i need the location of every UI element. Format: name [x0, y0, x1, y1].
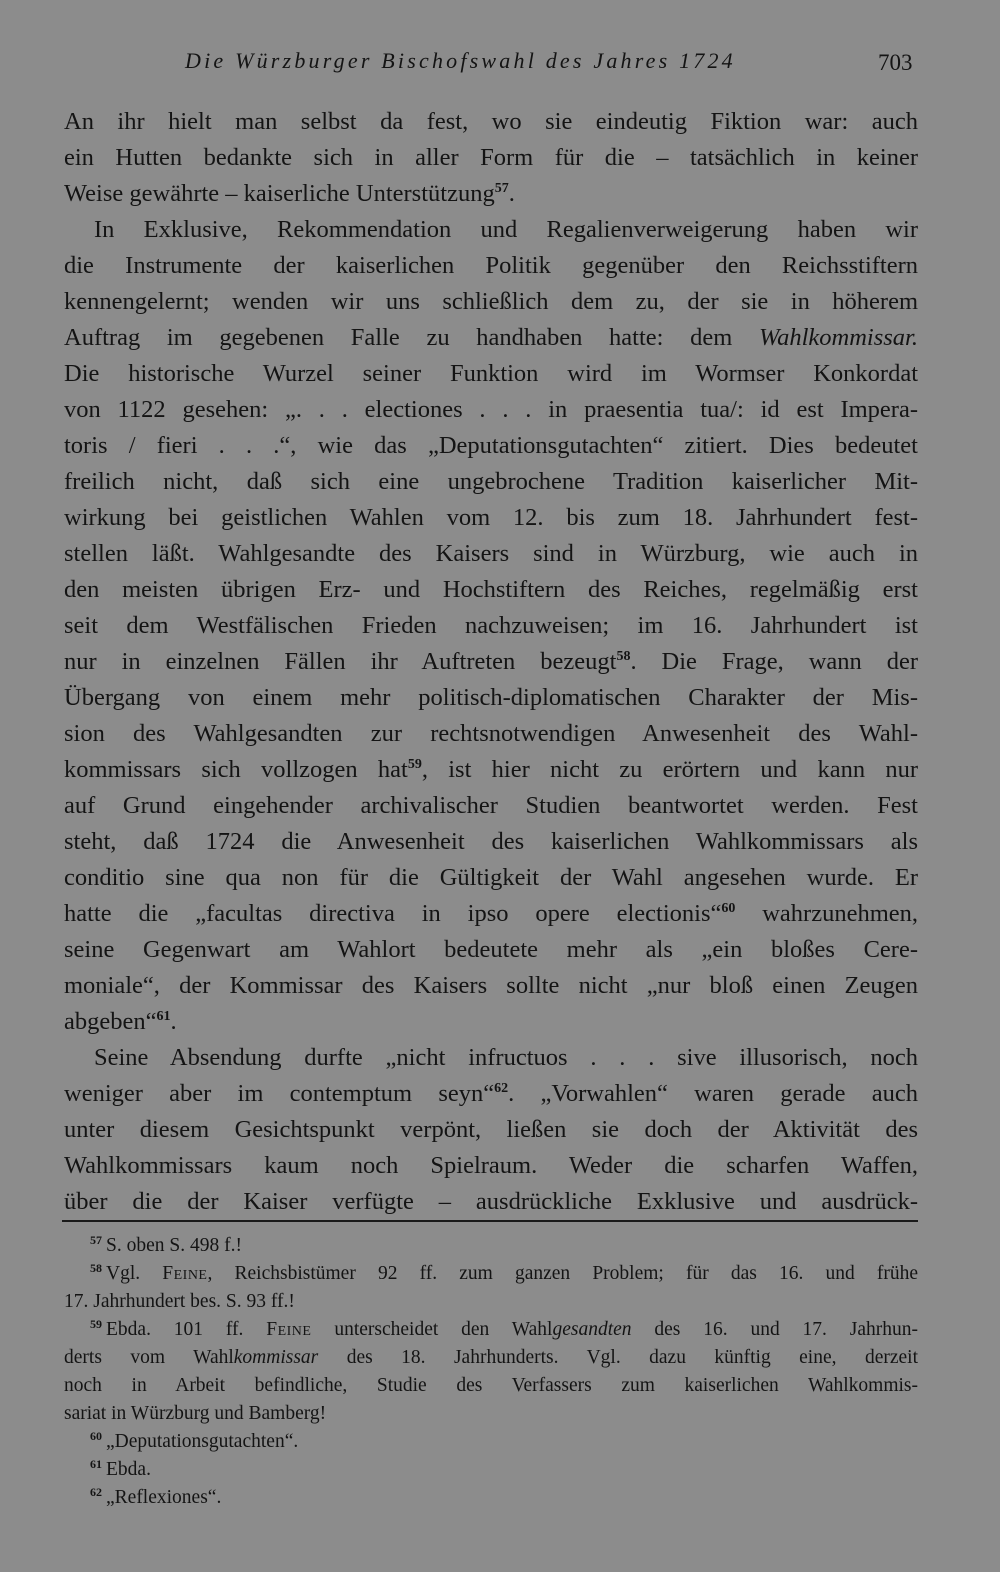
text-line: nur in einzelnen Fällen ihr Auftreten bezeugt$^{58}$. Die Frage, wann der: [64, 648, 918, 675]
text-line: auf Grund eingehender archivalischer Studien beantwortet werden. Fest: [64, 792, 918, 819]
text-line: wirkung bei geistlichen Wahlen vom 12. bis zum 18. Jahrhundert fest-: [64, 504, 918, 531]
emphasis: Wahlkommissar.: [758, 324, 918, 351]
footnote-number: 60: [90, 1429, 102, 1443]
text-line: die Instrumente der kaiserlichen Politik gegenüber den Reichsstiftern: [64, 252, 918, 279]
footnote-divider: [62, 1220, 918, 1222]
text-line: ein Hutten bedankte sich in aller Form für die – tatsächlich in keiner: [64, 144, 918, 171]
text-line: sion des Wahlgesandten zur rechtsnotwendigen Anwesenheit des Wahl-: [64, 720, 918, 747]
page-number: 703: [878, 50, 913, 75]
author-name: Feine: [162, 1263, 208, 1284]
footnote-ref: 60: [721, 901, 736, 916]
page-header: [0, 48, 1000, 78]
footnote-ref: 62: [494, 1081, 509, 1096]
footnote-58: $^{58}$ Vgl. Feine, Reichsbistümer 92 ff. zum ganzen Problem; für das 16. und frühe: [90, 1261, 918, 1284]
footnote-61: $^{61}$ Ebda.: [90, 1457, 151, 1480]
footnote-ref: 59: [407, 757, 422, 772]
footnote-number: 58: [90, 1261, 102, 1275]
footnote-58-cont: 17. Jahrhundert bes. S. 93 ff.!: [64, 1291, 295, 1312]
footnote-59-cont: derts vom Wahlkommissar des 18. Jahrhunderts. Vgl. dazu künftig eine, derzeit: [64, 1347, 918, 1368]
text-line: conditio sine qua non für die Gültigkeit der Wahl angesehen wurde. Er: [64, 864, 918, 891]
text-line: freilich nicht, daß sich eine ungebrochene Tradition kaiserlicher Mit-: [64, 468, 918, 495]
footnote-ref: 58: [616, 649, 631, 664]
paragraph-start: Seine Absendung durfte „nicht infructuos . . . sive illusorisch, noch: [94, 1044, 918, 1071]
text-line: An ihr hielt man selbst da fest, wo sie eindeutig Fiktion war: auch: [64, 108, 918, 135]
text-line: Weise gewährte – kaiserliche Unterstützung$^{57}$.: [64, 180, 515, 207]
footnote-60: $^{60}$ „Deputationsgutachten“.: [90, 1429, 299, 1452]
footnote-ref: 61: [156, 1009, 171, 1024]
footnote-59: $^{59}$ Ebda. 101 ff. Feine unterscheidet den Wahlgesandten des 16. und 17. Jahrhun-: [90, 1317, 918, 1340]
text-line: über die der Kaiser verfügte – ausdrückliche Exklusive und ausdrück-: [64, 1188, 918, 1215]
text-line: hatte die „facultas directiva in ipso opere electionis“$^{60}$ wahrzunehmen,: [64, 900, 918, 927]
footnote-62: $^{62}$ „Reflexiones“.: [90, 1485, 222, 1508]
text-line: kommissars sich vollzogen hat$^{59}$, ist hier nicht zu erörtern und kann nur: [64, 756, 918, 783]
text-line: Übergang von einem mehr politisch-diplomatischen Charakter der Mis-: [64, 684, 918, 711]
footnote-number: 62: [90, 1485, 102, 1499]
text-line: moniale“, der Kommissar des Kaisers sollte nicht „nur bloß einen Zeugen: [64, 972, 918, 999]
text-line: unter diesem Gesichtspunkt verpönt, ließen sie doch der Aktivität des: [64, 1116, 918, 1143]
footnote-ref: 57: [494, 181, 509, 196]
text-line: Die historische Wurzel seiner Funktion wird im Wormser Konkordat: [64, 360, 918, 387]
text-line: toris / fieri . . .“, wie das „Deputationsgutachten“ zitiert. Dies bedeutet: [64, 432, 918, 459]
running-title: Die Würzburger Bischofswahl des Jahres 1724: [185, 48, 736, 73]
text-line: Wahlkommissars kaum noch Spielraum. Weder die scharfen Waffen,: [64, 1152, 918, 1179]
footnote-number: 61: [90, 1457, 102, 1471]
paragraph-start: In Exklusive, Rekommendation und Regalienverweigerung haben wir: [94, 216, 918, 243]
footnote-59-cont: sariat in Würzburg und Bamberg!: [64, 1403, 327, 1424]
text-line: weniger aber im contemptum seyn“$^{62}$. „Vorwahlen“ waren gerade auch: [64, 1080, 919, 1107]
text-line: steht, daß 1724 die Anwesenheit des kaiserlichen Wahlkommissars als: [64, 828, 918, 855]
footnote-57: $^{57}$ S. oben S. 498 f.!: [90, 1233, 242, 1256]
text-line: von 1122 gesehen: „. . . electiones . . . in praesentia tua/: id est Impera-: [64, 396, 918, 423]
footnote-59-cont: noch in Arbeit befindliche, Studie des Verfassers zum kaiserlichen Wahlkommis-: [64, 1375, 918, 1396]
text-line: den meisten übrigen Erz- und Hochstiftern des Reiches, regelmäßig erst: [64, 576, 918, 603]
text-line: seine Gegenwart am Wahlort bedeutete mehr als „ein bloßes Cere-: [64, 936, 918, 963]
author-name: Feine: [266, 1319, 312, 1340]
text-line: abgeben“$^{61}$.: [64, 1008, 177, 1035]
footnote-number: 59: [90, 1317, 102, 1331]
text-line: kennengelernt; wenden wir uns schließlich dem zu, der sie in höherem: [64, 288, 918, 315]
text-line: seit dem Westfälischen Frieden nachzuweisen; im 16. Jahrhundert ist: [64, 612, 918, 639]
text-line: stellen läßt. Wahlgesandte des Kaisers sind in Würzburg, wie auch in: [64, 540, 918, 567]
footnote-number: 57: [90, 1233, 102, 1247]
text-line: Auftrag im gegebenen Falle zu handhaben hatte: dem Wahlkommissar.: [64, 324, 918, 351]
